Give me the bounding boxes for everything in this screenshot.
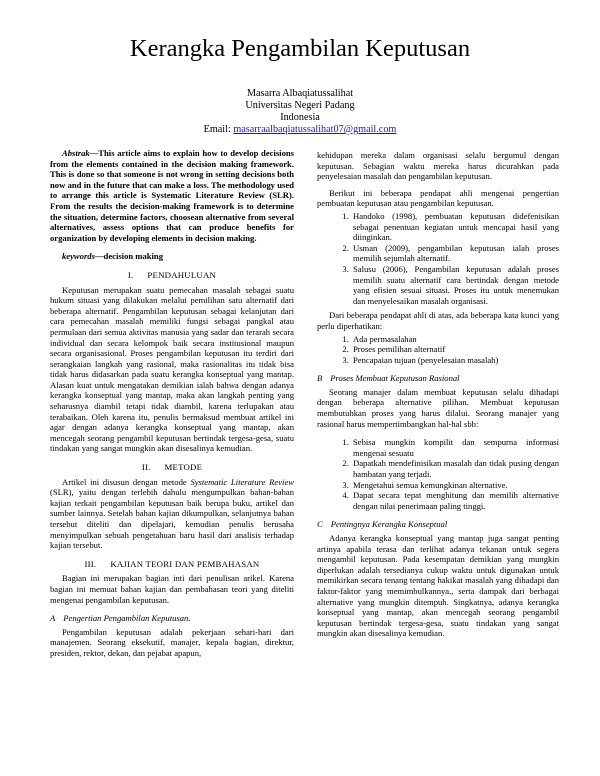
- list-item: 1. Sebisa mungkin kompilit dan sempurna informasi mengenai sesuatu: [351, 437, 559, 458]
- section-heading-theory: [50, 559, 294, 570]
- section-title: METODE: [164, 462, 203, 473]
- paper-title: Kerangka Pengambilan Keputusan: [129, 35, 471, 62]
- subsection-c-paragraph: Adanya kerangka konseptual yang mantap juga sangat penting artinya apabila terasa dan terlihat adanya tekanan untuk segera mengambil keputusan. Pada kesempatan demikian yang mungkin diperlukan adalah tersedianya cukup waktu untuk digunakan untuk memikirkan secara tenang tentang hakikat masalah yang dihadapi dan faktor-faktor yang memimbulkannya., serta dampak dari berbagai alternative yang mungkin ditempuh. Singkatnya, adanya kerangka konseptual yang mantap, akan mencegah seorang pengambil keputusan bertindak tergesa-gesa, suatu tindakan yang sangat mungkin akan disesalinya kemudian.: [317, 533, 559, 639]
- method-paragraph: Artikel ini disusun dengan metode Systematic Literature Review (SLR), yaitu dengan terlebih dahulu mengumpulkan bahan-bahan kajian terkait pengambilan keputusan baik berupa buku, artikel dan sumber lainnya. Setelah bahan kajian dikumpulkan, selanjutnya bahan tersebut diteliti dan dipelajari, kemudian penulis berusaha menyimpulkan sebuah pengetahuan baru hasil dari analisis terhadap kajian tersebut.: [50, 476, 294, 551]
- section-heading-introduction: [50, 270, 294, 281]
- subsection-b-paragraph: Seorang manajer dalam membuat keputusan selalu dihadapi dengan beberapa alternative pilihan. Membuat keputusan membutuhkan proses yang harus dilalui. Seorang manajer yang rasional harus mempertimbangkan hal-hal sbb:: [317, 386, 559, 429]
- email-link[interactable]: masarraalbaqiatussalihat07@gmail.com: [233, 124, 397, 135]
- subheading-title: Pengertian Pengambilan Keputusan.: [63, 613, 191, 624]
- introduction-paragraph: Keputusan merupakan suatu pemecahan masalah sebagai suatu hukum situasi yang dilakukan melalui pemilihan satu alternatif dari beberapa alternatif. Pengambilan keputusan sebagai kelanjutan dari cara pemecahan masalah memiliki fungsi sebagai pangkal atau permulaan dari semua aktivitas manusia yang sadar dan terarah secara individual dan secara kelompok baik secara institusional maupun secara organisasional. Proses pengambilan keputusan itu terdiri dari serangkaian langkah yang rasional, maka rasionalitas itu tidak bisa tidak harus didasarkan pada suatu kerangka konseptual yang mantap. Alasan kuat untuk mengatakan demikian ialah bahwa dengan adanya kerangka konseptual yang mantap, maka akan langkah penting yang seharusnya diambil tetapi tidak diambil, karena terlupakan atau terabaikan. Oleh karena itu, penulis bermaksud membuat artikel ini agar dengan adanya kerangka konseptual yang mantap, akan mencegah seorang pengambil keputusan bertindak tergesa-gesa, suatu tindakan yang sangat mungkin akan disesalinya kemudian.: [50, 284, 294, 454]
- section-number: I.: [127, 269, 134, 280]
- author-name: Masarra Albaqiatussalihat: [246, 88, 354, 99]
- subheading-b: [317, 373, 559, 384]
- author-block: [0, 88, 600, 136]
- section-title: PENDAHULUAN: [147, 269, 217, 280]
- keywords-intro-paragraph: Dari beberapa pendapat ahli di atas, ada beberapa kata kunci yang perlu diperhatikan:: [317, 310, 559, 331]
- key-points-list: [317, 334, 559, 366]
- theory-paragraph: Bagian ini merupakan bagian inti dari penulisan arikel. Karena bagian ini memuat bahan kajian dan pembahasan teori yang diteliti mengenai pengambilan keputusan.: [50, 573, 294, 605]
- subheading-a: [50, 613, 294, 624]
- author-affiliation: Universitas Negeri Padang: [245, 100, 355, 111]
- list-item: 3. Pencapaian tujuan (penyelesaian masalah): [351, 355, 559, 366]
- keywords-label: keywords: [62, 251, 95, 262]
- subsection-a-paragraph: Pengambilan keputusan adalah pekerjaan sehari-hari dari manajemen. Seorang eksekutif, manajer, kepala bagian, direktur, presiden, rektor, dekan, dan pejabat apapun,: [50, 626, 294, 658]
- keywords-text: —decision making: [94, 251, 163, 262]
- subheading-letter: B: [317, 373, 323, 384]
- list-item: 3. Mengetahui semua kemungkinan alternative.: [351, 480, 559, 491]
- rational-manager-list: [317, 437, 559, 511]
- list-item: 2. Dapatkah mendefinisikan masalah dan tidak pusing dengan hambatan yang terjadi.: [351, 458, 559, 479]
- abstract-text: —This article aims to explain how to develop decisions from the elements contained in the decision making framework. This is done so that someone is not wrong in setting decisions both now and in the future that can make a loss. The methodology used to arrange this article is Systematic Literature Review (SLR). From the results the decision-making framework is to determine the situation, determine factors, choosean alternative from several alternatives, assess options that can produce benefits for organization by developing elements in decision making.: [50, 148, 294, 243]
- list-item: 3. Salusu (2006), Pengambilan keputusan adalah proses memilih suatu alternatif cara bertindak dengan metode yang efisien sesuai situasi. Proses itu untuk menemukan dan menyelesaikan masalah organisasi.: [351, 264, 559, 306]
- continuation-paragraph: kehidupan mereka dalam organisasi selalu bergumul dengan keputusan. Sebagian waktu mereka harus dicurahkan pada penyelesaian masalah dan pengambilan keputusan.: [317, 150, 559, 182]
- author-country: Indonesia: [280, 112, 320, 123]
- section-title: KAJIAN TEORI DAN PEMBAHASAN: [110, 558, 260, 569]
- expert-opinion-intro: Berikut ini beberapa pendapat ahli mengenai pengertian pembuatan keputusan atau pengambilan keputusan.: [317, 187, 559, 209]
- section-heading-method: [50, 462, 294, 473]
- right-column: [317, 150, 559, 639]
- list-item: 4. Dapat secara tepat menghitung dan memilih alternative dengan nilai penerimaan paling tinggi.: [351, 490, 559, 511]
- subheading-title: Pentingnya Kerangka Konseptual: [330, 519, 448, 530]
- subheading-letter: C: [317, 519, 323, 530]
- subheading-letter: A: [50, 613, 56, 624]
- list-item: 2. Proses pemilihan alternatif: [351, 344, 559, 355]
- list-item: 1. Ada permasalahan: [351, 334, 559, 345]
- email-label: Email:: [203, 124, 234, 135]
- author-email-line: [0, 124, 600, 136]
- left-column: [50, 148, 294, 659]
- section-number: III.: [84, 558, 97, 569]
- expert-opinion-list: [317, 211, 559, 306]
- list-item: 2. Usman (2009), pengambilan keputusan ialah proses memilih sejumlah alternatif.: [351, 243, 559, 264]
- abstract: [50, 148, 294, 243]
- list-item: 1. Handoko (1998), pembuatan keputusan didefenisikan sebagai penentuan kegiatan untuk mencapai hasil yang diinginkan.: [351, 211, 559, 243]
- subheading-title: Proses Membuat Keputusan Rasional: [330, 373, 460, 384]
- abstract-label: Abstrak: [62, 148, 90, 158]
- section-number: II.: [141, 462, 151, 473]
- subheading-c: [317, 519, 559, 530]
- keywords: [50, 251, 294, 262]
